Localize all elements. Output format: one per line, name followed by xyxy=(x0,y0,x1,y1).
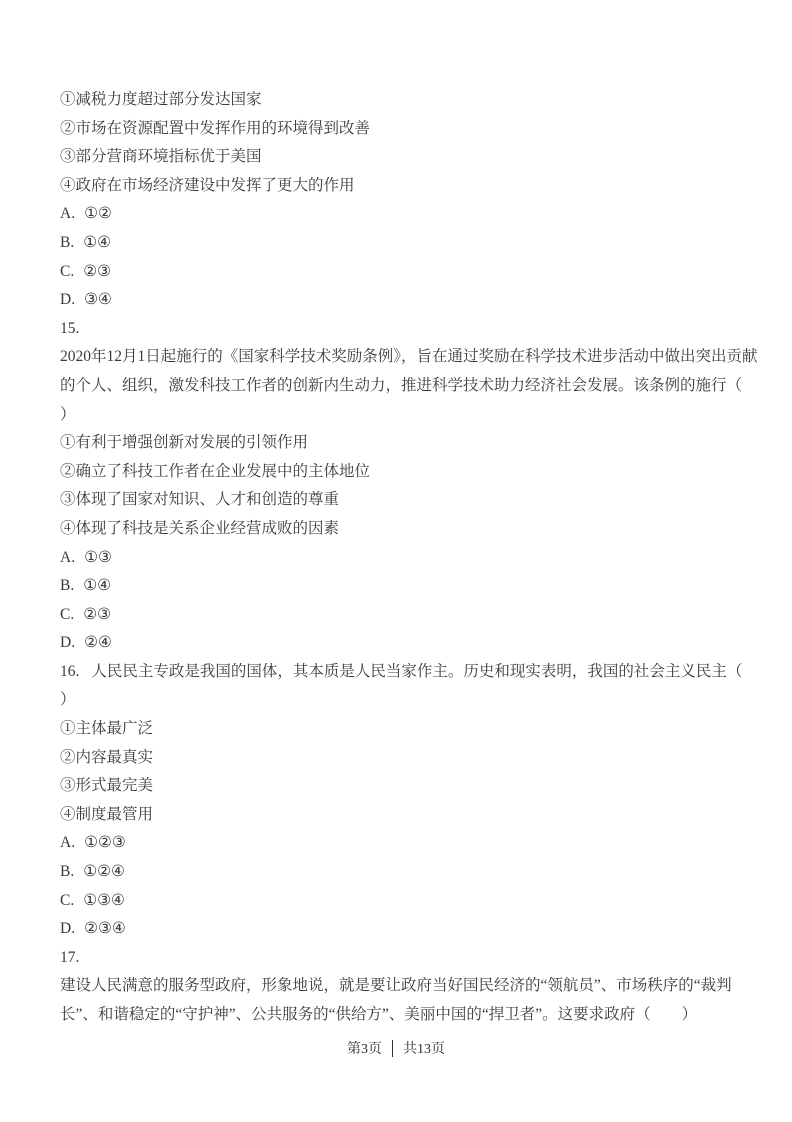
statement-line: ②市场在资源配置中发挥作用的环境得到改善 xyxy=(60,119,371,137)
option-b-row xyxy=(60,572,737,601)
option-value: ①④ xyxy=(83,577,112,595)
option-value: ②③ xyxy=(83,262,112,280)
stem-close-paren: ） xyxy=(60,405,76,423)
footer-divider xyxy=(392,1040,393,1057)
option-letter: A. xyxy=(60,205,76,223)
statement-line: ③体现了国家对知识、人才和创造的尊重 xyxy=(60,491,340,509)
footer-page-number: 第3页 xyxy=(347,1042,382,1057)
option-c-row xyxy=(60,887,737,916)
question-number: 15. xyxy=(60,319,80,337)
option-d-row xyxy=(60,629,737,658)
option-value: ①③④ xyxy=(83,891,125,909)
question-15-block xyxy=(60,315,758,658)
statement-line: ③形式最完美 xyxy=(60,777,154,795)
option-value: ①② xyxy=(84,205,112,223)
option-letter: B. xyxy=(60,233,75,251)
option-a-row xyxy=(60,200,737,229)
option-letter: B. xyxy=(60,577,75,595)
option-letter: C. xyxy=(60,605,75,623)
statement-line: ③部分营商环境指标优于美国 xyxy=(60,148,262,166)
option-value: ②④ xyxy=(84,634,112,652)
option-d-row xyxy=(60,915,737,944)
option-letter: D. xyxy=(60,291,76,309)
stem-line: 建设人民满意的服务型政府，形象地说，就是要让政府当好国民经济的“领航员”、市场秩序的“裁判 xyxy=(60,977,732,995)
option-c-row xyxy=(60,601,737,630)
option-letter: C. xyxy=(60,262,75,280)
stem-line xyxy=(60,658,743,687)
statement-line: ②确立了科技工作者在企业发展中的主体地位 xyxy=(60,462,371,480)
option-value: ③④ xyxy=(84,291,112,309)
question-16-block xyxy=(60,658,743,944)
option-d-row xyxy=(60,286,737,315)
statement-line: ④制度最管用 xyxy=(60,805,154,823)
option-letter: D. xyxy=(60,920,76,938)
option-value: ①②④ xyxy=(83,863,125,881)
stem-line: 2020年12月1日起施行的《国家科学技术奖励条例》，旨在通过奖励在科学技术进步活动中做出突出贡献 xyxy=(60,348,758,366)
option-b-row xyxy=(60,858,737,887)
statement-line: ①有利于增强创新对发展的引领作用 xyxy=(60,434,309,452)
option-value: ②③ xyxy=(83,605,112,623)
option-b-row xyxy=(60,229,737,258)
question-17-block xyxy=(60,944,737,1030)
option-letter: D. xyxy=(60,634,76,652)
statement-line: ④体现了科技是关系企业经营成败的因素 xyxy=(60,519,340,537)
footer-page-total: 共13页 xyxy=(403,1042,445,1057)
option-value: ①②③ xyxy=(84,834,126,852)
stem-close-paren: ） xyxy=(60,691,76,709)
stem-line: 的个人、组织，激发科技工作者的创新内生动力，推进科学技术助力经济社会发展。该条例的施行（ xyxy=(60,376,743,394)
option-letter: C. xyxy=(60,891,75,909)
stem-line: 长”、和谐稳定的“守护神”、公共服务的“供给方”、美丽中国的“捍卫者”。这要求政府（ ） xyxy=(60,1006,698,1023)
stem-text: 人民民主专政是我国的国体，其本质是人民当家作主。历史和现实表明，我国的社会主义民主（ xyxy=(91,662,743,680)
option-letter: A. xyxy=(60,548,76,566)
statement-line: ②内容最真实 xyxy=(60,748,154,766)
option-value: ①④ xyxy=(83,233,112,251)
statement-line: ①主体最广泛 xyxy=(60,720,154,738)
option-value: ①③ xyxy=(84,548,112,566)
page-footer xyxy=(0,1038,792,1058)
question-14-block xyxy=(60,86,737,315)
option-letter: B. xyxy=(60,863,75,881)
option-a-row xyxy=(60,544,737,573)
statement-line: ①减税力度超过部分发达国家 xyxy=(60,91,262,108)
statement-line: ④政府在市场经济建设中发挥了更大的作用 xyxy=(60,176,355,194)
question-number: 17. xyxy=(60,948,80,966)
option-value: ②③④ xyxy=(84,920,126,938)
option-c-row xyxy=(60,258,737,287)
question-number: 16. xyxy=(60,662,80,680)
option-letter: A. xyxy=(60,834,76,852)
option-a-row xyxy=(60,829,737,858)
